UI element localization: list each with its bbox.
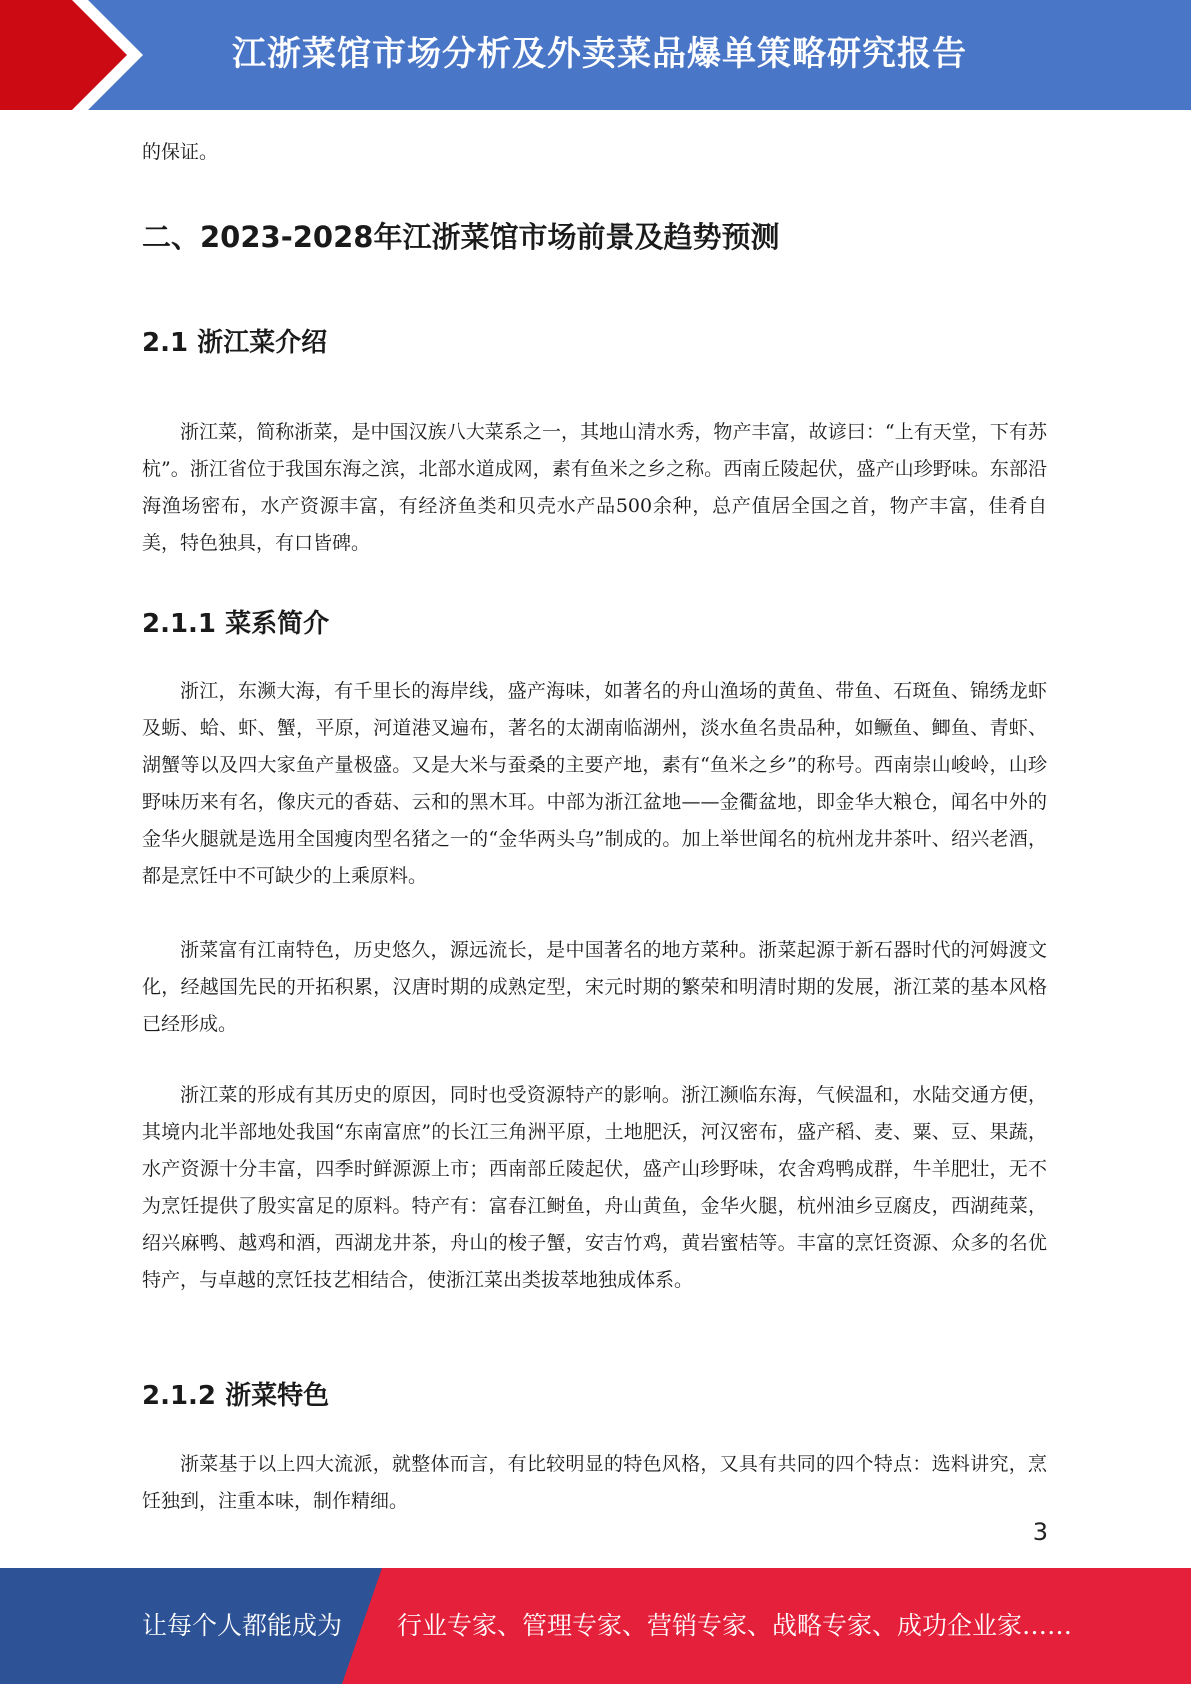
paragraph-2-1-2: 浙菜基于以上四大流派，就整体而言，有比较明显的特色风格，又具有共同的四个特点：选料讲究，烹饪独到，注重本味，制作精细。	[142, 1453, 1047, 1512]
section-heading: 二、2023-2028年江浙菜馆市场前景及趋势预测	[142, 220, 780, 254]
footer-slogan-left: 让每个人都能成为	[142, 1611, 343, 1640]
paragraph-2-1-1-a: 浙江，东濒大海，有千里长的海岸线，盛产海味，如著名的舟山渔场的黄鱼、带鱼、石斑鱼、锦绣龙虾及蛎、蛤、虾、蟹，平原，河道港叉遍布，著名的太湖南临湖州，淡水鱼名贵品种，如鳜鱼、鲫鱼、青虾、湖蟹等以及四大家鱼产量极盛。又是大米与蚕桑的主要产地，素有“鱼米之乡”的称号。西南崇山峻岭，山珍野味历来有名，像庆元的香菇、云和的黑木耳。中部为浙江盆地——金衢盆地，即金华大粮仓，闻名中外的金华火腿就是选用全国瘦肉型名猪之一的“金华两头乌”制成的。加上举世闻名的杭州龙井茶叶、绍兴老酒，都是烹饪中不可缺少的上乘原料。	[142, 680, 1047, 887]
page-number: 3	[1032, 1518, 1048, 1546]
header-bar	[0, 0, 1191, 110]
subsection-heading-2-1-1: 2.1.1 菜系简介	[142, 609, 330, 639]
paragraph-2-1: 浙江菜，简称浙菜，是中国汉族八大菜系之一，其地山清水秀，物产丰富，故谚曰：“上有天堂，下有苏杭”。浙江省位于我国东海之滨，北部水道成网，素有鱼米之乡之称。西南丘陵起伏，盛产山珍野味。东部沿海渔场密布，水产资源丰富，有经济鱼类和贝壳水产品500余种，总产值居全国之首，物产丰富，佳肴自美，特色独具，有口皆碑。	[142, 421, 1047, 554]
paragraph-2-1-1-b: 浙菜富有江南特色，历史悠久，源远流长，是中国著名的地方菜种。浙菜起源于新石器时代的河姆渡文化，经越国先民的开拓积累，汉唐时期的成熟定型，宋元时期的繁荣和明清时期的发展，浙江菜的基本风格已经形成。	[142, 939, 1047, 1035]
continuation-text: 的保证。	[142, 141, 219, 163]
paragraph-2-1-1-c: 浙江菜的形成有其历史的原因，同时也受资源特产的影响。浙江濒临东海，气候温和，水陆交通方便，其境内北半部地处我国“东南富庶”的长江三角洲平原，土地肥沃，河汉密布，盛产稻、麦、粟、豆、果蔬，水产资源十分丰富，四季时鲜源源上市；西南部丘陵起伏，盛产山珍野味，农舍鸡鸭成群，牛羊肥壮，无不为烹饪提供了殷实富足的原料。特产有：富春江鲥鱼，舟山黄鱼，金华火腿，杭州油乡豆腐皮，西湖莼菜，绍兴麻鸭、越鸡和酒，西湖龙井茶，舟山的梭子蟹，安吉竹鸡，黄岩蜜桔等。丰富的烹饪资源、众多的名优特产，与卓越的烹饪技艺相结合，使浙江菜出类拔萃地独成体系。	[142, 1084, 1047, 1291]
subsection-heading-2-1-2: 2.1.2 浙菜特色	[142, 1381, 330, 1411]
subsection-heading-2-1: 2.1 浙江菜介绍	[142, 328, 328, 358]
footer-slogan-right: 行业专家、管理专家、营销专家、战略专家、成功企业家……	[397, 1611, 1073, 1640]
arrow-red-fill	[0, 0, 127, 110]
footer-banner	[0, 1568, 1191, 1684]
report-title: 江浙菜馆市场分析及外卖菜品爆单策略研究报告	[232, 34, 967, 74]
header-arrow-logo	[0, 0, 160, 110]
